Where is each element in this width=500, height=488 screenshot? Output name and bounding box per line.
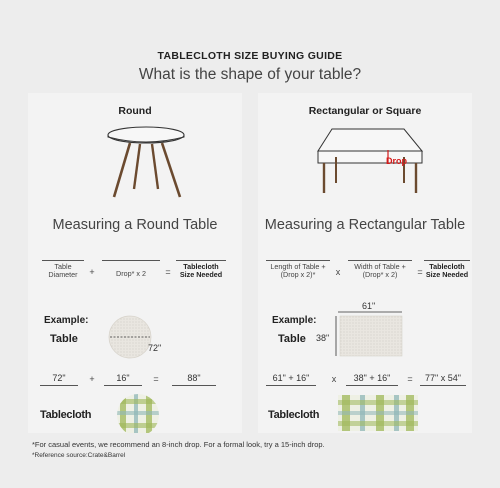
round-formula-equals: = bbox=[165, 267, 171, 277]
rect-table-illustration bbox=[310, 123, 426, 199]
rect-drop-label: Drop bbox=[386, 156, 407, 166]
rect-value-width: 38" + 16" bbox=[346, 373, 398, 386]
round-value-plus: + bbox=[89, 374, 95, 384]
rect-example-table-label: Table bbox=[278, 333, 306, 345]
round-shape-title: Round bbox=[118, 105, 152, 117]
round-panel bbox=[28, 93, 242, 433]
rect-formula-result: Tablecloth Size Needed bbox=[425, 262, 469, 279]
footnote-source: *Reference source:Crate&Barrel bbox=[32, 452, 126, 459]
rect-shape-title: Rectangular or Square bbox=[308, 105, 422, 117]
rect-width-value: 38" bbox=[316, 333, 330, 343]
round-value-drop: 16" bbox=[104, 373, 142, 386]
round-formula-diameter: Table Diameter bbox=[42, 260, 84, 279]
round-example-table-label: Table bbox=[50, 333, 78, 345]
guide-question: What is the shape of your table? bbox=[138, 66, 362, 83]
round-measure-title: Measuring a Round Table bbox=[52, 217, 218, 233]
rect-example-label: Example: bbox=[272, 315, 317, 326]
round-table-illustration bbox=[100, 123, 192, 203]
rect-value-equals: = bbox=[407, 374, 413, 384]
rect-table-swatch bbox=[334, 310, 404, 358]
rect-panel bbox=[258, 93, 472, 433]
round-table-swatch bbox=[108, 315, 152, 359]
rect-formula-equals: = bbox=[417, 267, 423, 277]
rect-measure-title: Measuring a Rectangular Table bbox=[264, 217, 466, 233]
rect-formula-width: Width of Table + (Drop* x 2) bbox=[348, 260, 412, 279]
round-value-diameter: 72" bbox=[40, 373, 78, 386]
round-formula-plus: + bbox=[89, 267, 95, 277]
round-value-equals: = bbox=[153, 374, 159, 384]
rect-value-length: 61" + 16" bbox=[266, 373, 316, 386]
rect-formula-length: Length of Table + (Drop x 2)* bbox=[266, 260, 330, 279]
rect-value-result: 77" x 54" bbox=[420, 373, 466, 386]
rect-formula-times: x bbox=[335, 267, 341, 277]
round-formula-result: Tablecloth Size Needed bbox=[176, 260, 226, 279]
round-example-label: Example: bbox=[44, 315, 89, 326]
rect-tablecloth-label: Tablecloth bbox=[268, 409, 320, 421]
round-tablecloth-label: Tablecloth bbox=[40, 409, 92, 421]
rect-tablecloth-plaid bbox=[338, 395, 418, 431]
guide-header bbox=[0, 50, 500, 84]
guide-kicker: TABLECLOTH SIZE BUYING GUIDE bbox=[157, 50, 343, 62]
round-value-result: 88" bbox=[172, 373, 216, 386]
rect-length-value: 61" bbox=[362, 301, 376, 311]
rect-value-times: x bbox=[331, 374, 337, 384]
footnote-drop: *For casual events, we recommend an 8-inch drop. For a formal look, try a 15-inch drop. bbox=[32, 440, 325, 449]
round-diameter-value: 72" bbox=[148, 343, 162, 353]
round-tablecloth-plaid bbox=[116, 393, 160, 433]
round-formula-drop: Drop* x 2 bbox=[102, 260, 160, 278]
